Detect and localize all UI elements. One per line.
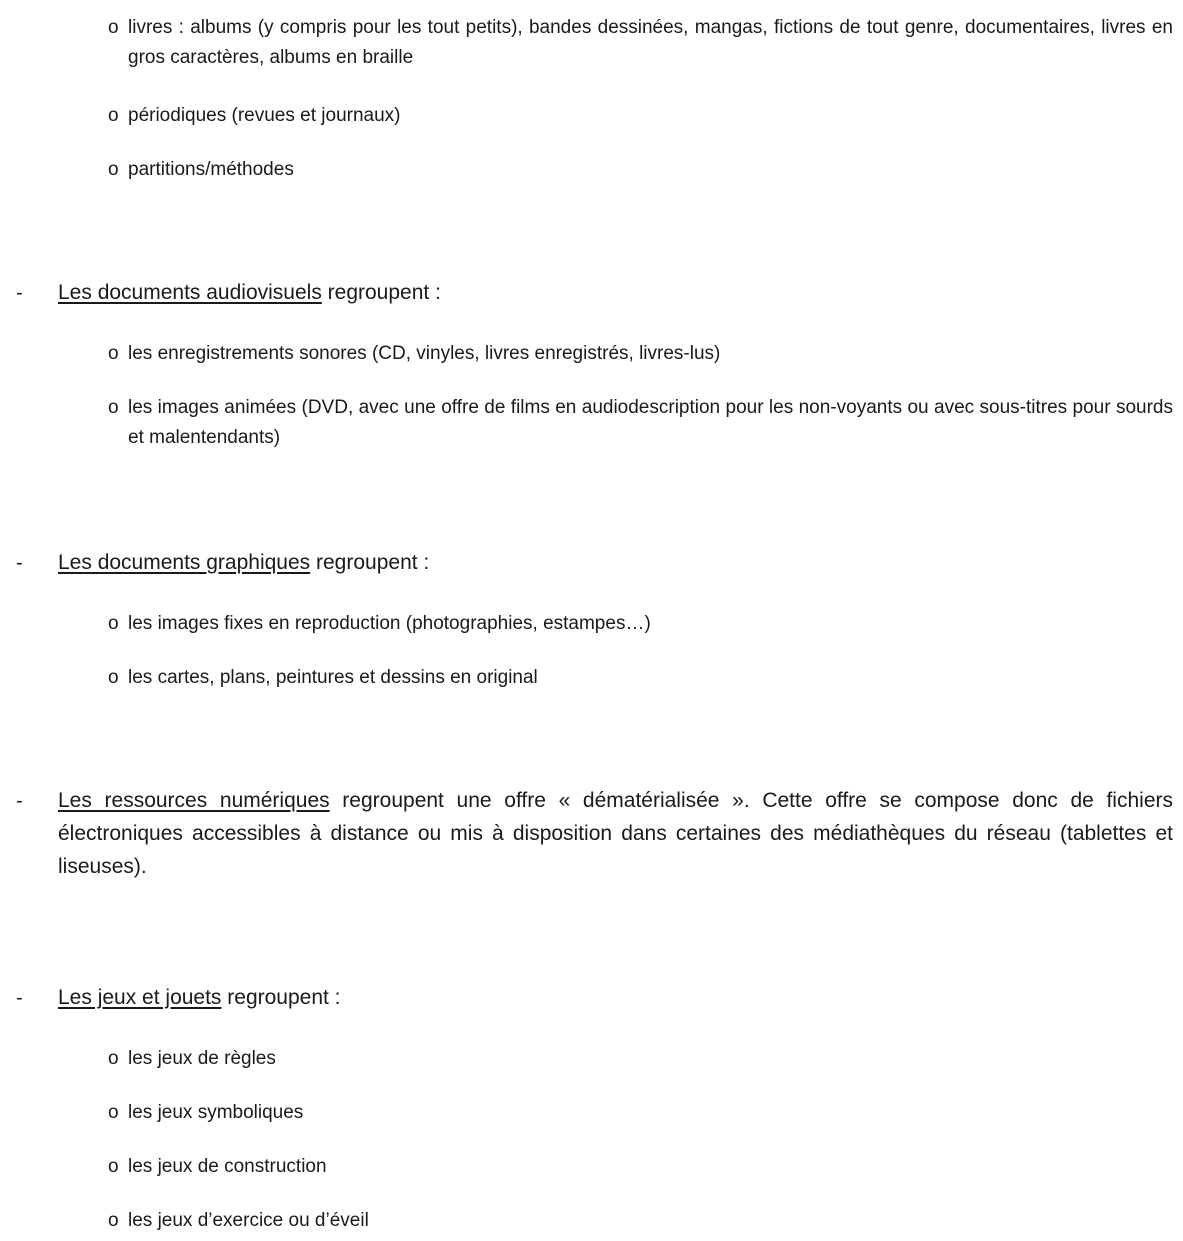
list-item-jeux-regles: les jeux de règles — [128, 1048, 276, 1069]
list-item-images-animees: les images animées (DVD, avec une offre de films en audiodescription pour les non-voyants ou avec sous-titres pour sourds et malentendants) — [128, 397, 1173, 448]
section-title-numeriques: Les ressources numériques — [58, 789, 330, 812]
list-bullet: o — [108, 1210, 119, 1231]
section-title-audiovisuels: Les documents audiovisuels — [58, 281, 322, 304]
list-bullet: o — [108, 1156, 119, 1177]
section-title-graphiques: Les documents graphiques — [58, 551, 311, 574]
list-bullet: o — [108, 105, 119, 126]
list-bullet: o — [108, 613, 119, 634]
list-item-images-fixes: les images fixes en reproduction (photographies, estampes…) — [128, 613, 651, 634]
list-item-cartes: les cartes, plans, peintures et dessins en original — [128, 667, 538, 688]
list-item-partitions: partitions/méthodes — [128, 159, 294, 180]
list-item-jeux-symboliques: les jeux symboliques — [128, 1102, 304, 1123]
section-body: regroupent une offre « dématérialisée ». Cette offre se compose donc de fichiers électroniques accessibles à distance ou mis à disposition dans certaines des médiathèques du réseau (tablettes et liseuses). — [58, 789, 1173, 878]
list-bullet: o — [108, 1048, 119, 1069]
section-dash: - — [16, 282, 23, 304]
list-bullet: o — [108, 159, 119, 180]
section-jeux — [58, 981, 1173, 1014]
section-numeriques — [58, 784, 1173, 883]
section-suffix: regroupent : — [321, 281, 441, 304]
section-graphiques — [58, 546, 1173, 579]
list-bullet: o — [108, 397, 119, 418]
section-dash: - — [16, 987, 23, 1009]
section-suffix: regroupent : — [221, 986, 341, 1009]
list-item-jeux-exercice: les jeux d’exercice ou d’éveil — [128, 1210, 369, 1231]
list-item-livres: livres : albums (y compris pour les tout petits), bandes dessinées, mangas, fictions de tout genre, documentaires, livres en gros caractères, albums en braille — [128, 17, 1173, 68]
list-bullet: o — [108, 17, 119, 38]
section-dash: - — [16, 790, 23, 812]
list-item-enregistrements: les enregistrements sonores (CD, vinyles, livres enregistrés, livres-lus) — [128, 343, 721, 364]
list-item-jeux-construction: les jeux de construction — [128, 1156, 327, 1177]
list-bullet: o — [108, 1102, 119, 1123]
section-audiovisuels — [58, 276, 1173, 309]
list-bullet: o — [108, 667, 119, 688]
list-item-periodiques: périodiques (revues et journaux) — [128, 105, 401, 126]
list-bullet: o — [108, 343, 119, 364]
section-suffix: regroupent : — [310, 551, 430, 574]
section-title-jeux: Les jeux et jouets — [58, 986, 222, 1009]
section-dash: - — [16, 552, 23, 574]
